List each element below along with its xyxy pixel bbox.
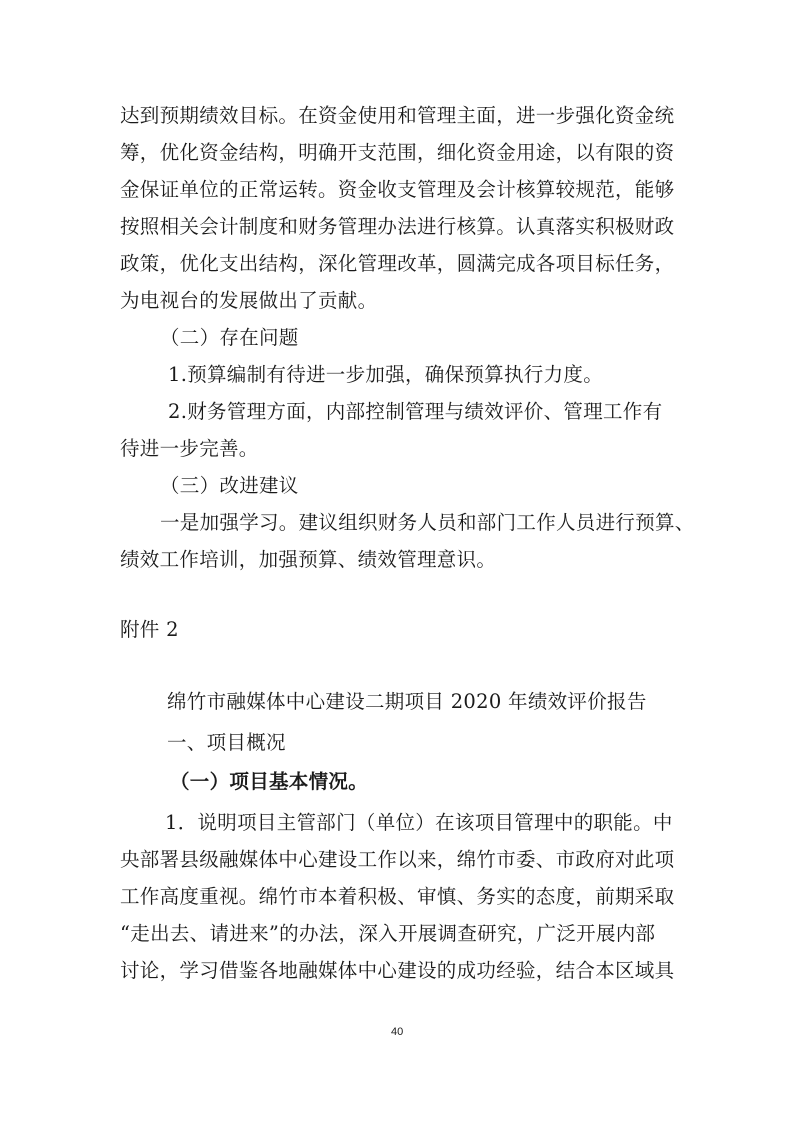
suggestion-text-cont: 绩效工作培训，加强预算、绩效管理意识。	[120, 548, 497, 571]
attachment-label: 附件 2	[120, 618, 179, 641]
section-one-subheading: （一）项目基本情况。	[170, 770, 369, 793]
section-one-heading: 一、项目概况	[167, 731, 286, 754]
body-text-line: “走出去、请进来”的办法，深入开展调查研究，广泛开展内部	[120, 922, 656, 945]
problem-item-1: 1.预算编制有待进一步加强，确保预算执行力度。	[168, 363, 604, 386]
suggestion-text: 一是加强学习。建议组织财务人员和部门工作人员进行预算、	[160, 511, 695, 534]
body-text-line: 政策，优化支出结构，深化管理改革，圆满完成各项目标任务，	[120, 252, 675, 275]
body-text-line: 讨论，学习借鉴各地融媒体中心建设的成功经验，结合本区域具	[120, 959, 675, 982]
body-text-line: 工作高度重视。绵竹市本着积极、审慎、务实的态度，前期采取	[120, 885, 675, 908]
body-text-line: 为电视台的发展做出了贡献。	[120, 289, 378, 312]
section-heading-problems: （二）存在问题	[160, 326, 299, 349]
page-number: 40	[391, 1026, 404, 1038]
problem-item-2: 2.财务管理方面，内部控制管理与绩效评价、管理工作有	[168, 400, 663, 423]
body-text-line: 达到预期绩效目标。在资金使用和管理主面，进一步强化资金统	[120, 104, 675, 127]
body-text-line: 金保证单位的正常运转。资金收支管理及会计核算较规范，能够	[120, 178, 675, 201]
body-text-line: 按照相关会计制度和财务管理办法进行核算。认真落实积极财政	[120, 215, 675, 238]
body-text-line: 筹，优化资金结构，明确开支范围，细化资金用途，以有限的资	[120, 141, 675, 164]
body-text-line: 1．说明项目主管部门（单位）在该项目管理中的职能。中	[165, 811, 673, 834]
report-title: 绵竹市融媒体中心建设二期项目 2020 年绩效评价报告	[167, 690, 647, 713]
problem-item-2-cont: 待进一步完善。	[120, 437, 259, 460]
body-text-line: 央部署县级融媒体中心建设工作以来，绵竹市委、市政府对此项	[120, 848, 675, 871]
section-heading-suggestions: （三）改进建议	[160, 474, 299, 497]
